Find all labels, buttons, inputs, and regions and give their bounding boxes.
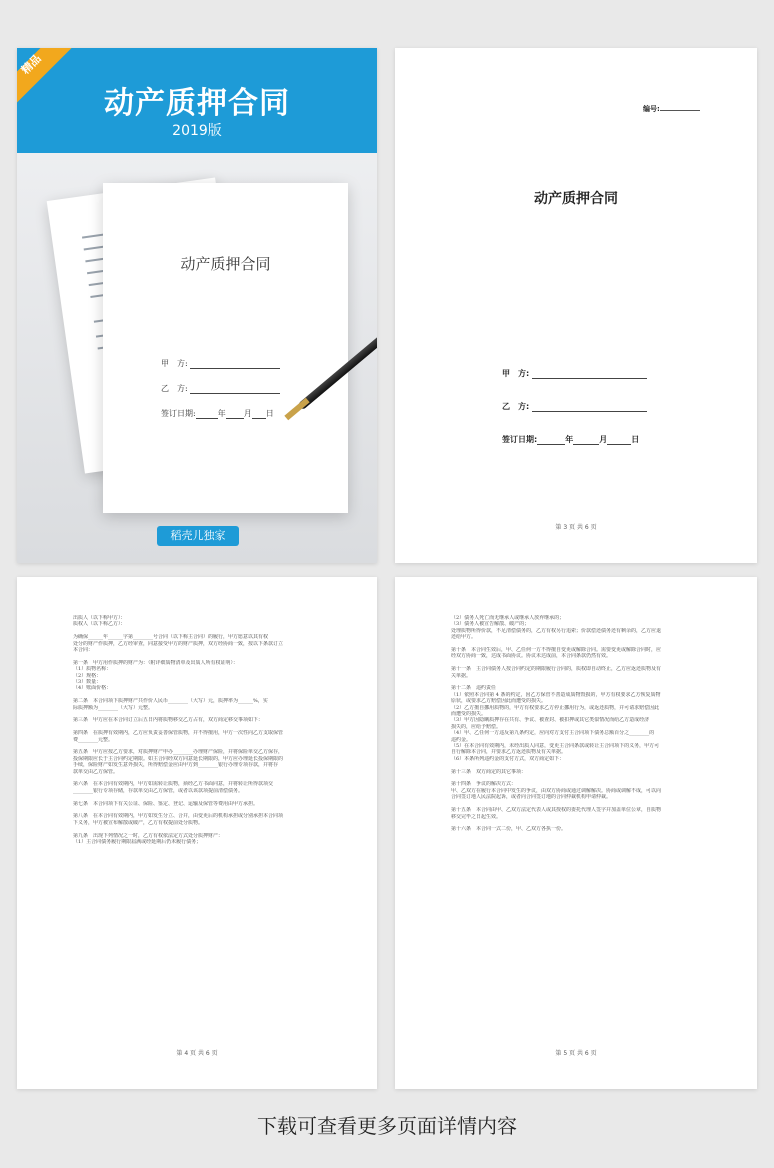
body-line: 款单交由乙方保管。 [73,768,119,775]
body-line: 还给甲方。 [451,634,477,641]
body-line: 第十四条 争议的解决方式： [451,781,517,788]
body-line: 手续，保险财产如发生意外损失，所得赔偿金应由甲方到________银行办理专项存款，并将存 [73,762,279,769]
body-line: 第九条 出现下列情况之一时，乙方有权依法定方式处分质押财产： [73,832,224,839]
body-line: （6）本条所列违约金的支付方式，双方商定如下： [451,755,565,762]
body-line: 费________元整。 [73,736,114,743]
body-line: 第五条 甲方应按乙方要求，对质押财产申办________办理财产保险，并将保险单交乙方保存， [73,749,284,756]
cover-title: 动产质押合同 [104,86,290,121]
body-line: 为确保______年______字第________号合同（以下称主合同）的履行，甲方愿意以其有权 [73,634,269,641]
body-line: 第三条 甲方应在本合同订立后五日内将质物移交乙方占有，双方商定移交事项如下： [73,717,264,724]
body-line: （4）账面价格： [73,685,112,692]
body-line: 第十二条 违约责任 [451,685,497,692]
body-line: 处分的财产作质押，乙方经审查，同意接受甲方的财产质押，双方经协商一致，按以下条款订立 [73,640,284,647]
cover-sheet-title: 动产质押合同 [180,255,271,273]
body-line: （1）质物名称： [73,666,112,673]
page-number: 第 4 页 共 6 页 [176,1050,218,1057]
exclusive-tag: 稻壳儿独家 [157,526,239,546]
body-line: 出质人（以下称甲方）： [73,615,126,621]
page-5-thumbnail[interactable] [395,577,757,1089]
body-line: ________银行专项存储，存款单交由乙方保管，或者以该款项提前清偿债务。 [73,787,244,794]
cover-year: 2019版 [172,123,222,139]
page-4-thumbnail[interactable] [17,577,377,1089]
body-line: （3）数量： [73,679,102,686]
body-line: 损失的，应给予赔偿。 [451,723,502,730]
contract-number-field: 编号: [643,104,700,114]
download-caption: 下载可查看更多页面详情内容 [257,1114,517,1138]
body-line: （2）规格： [73,672,102,679]
body-line: 合同签订地人民法院起诉，或者向合同签订地的合同仲裁机构申请仲裁。 [451,794,612,801]
body-line: 第十五条 本合同由甲、乙双方法定代表人或其授权的委托代理人签字并加盖单位公章，自质物 [451,807,662,814]
cover-sheet-date: 签订日期: 年 月 日 [161,409,274,418]
sign-date-line: 签订日期: 年 月 日 [502,435,640,444]
body-line: 原状，或要求乙方赔偿因此而遭受的损失。 [451,698,547,705]
body-line: 经双方协商一致，达成书面协议。协议未达成前，本合同条款仍然有效。 [451,653,612,660]
body-line: 本合同： [73,647,94,654]
body-line: 第六条 在本合同有效期内，甲方如需转让质物，须经乙方书面同意，并将转让所得款项交 [73,781,274,788]
premium-ribbon-label: 精品 [18,51,44,77]
body-line: 处理质物所得价款，不足清偿债务的，乙方有权另行追索；价款偿还债务还有剩余的，乙方应退 [451,627,662,634]
body-line: 第十三条 双方商定的其它事项： [451,768,527,775]
body-line: 违约金。 [451,736,472,743]
cover-sheet-party-a: 甲 方: [161,358,280,369]
cover-sheet-party-b: 乙 方: [161,383,280,394]
body-line: 质权人（以下称乙方）： [73,621,126,628]
body-line: 第十一条 主合同债务人按合同约定的期限履行合同的，质权即自动终止，乙方应返还质物及有 [451,666,662,673]
party-a-line: 甲 方: [502,368,647,379]
party-b-line: 乙 方: [502,401,647,412]
body-line: 际质押额为________（大写）元整。 [73,704,154,711]
body-line: （5）在本合同有效期内，未经出质人同意，变更主合同条款或转让主合同项下的义务，甲方可 [451,743,660,750]
contract-title: 动产质押合同 [534,191,618,207]
body-line: 移交完毕之日起生效。 [451,813,502,820]
body-line: 第八条 在本合同有效期内，甲方如发生分立、合并，由变更后的机构承担或分别承担本合同项 [73,813,284,820]
body-line: 第十六条 本合同一式二份，甲、乙双方各执一份。 [451,826,567,833]
body-line: 而遭受的损失。 [451,711,487,718]
body-line: 第一条 甲方用作质押的财产为：（附详细质物清单及出质人所有权证明）： [73,659,239,666]
body-line: （3）甲方因隐瞒质押存在共有、争议、被查封、被扣押或其它类似情况而给乙方造成经济 [451,717,650,724]
cover-thumbnail[interactable] [17,48,377,563]
page-number: 第 5 页 共 6 页 [555,1050,597,1057]
page-4-body [73,615,323,845]
body-line: 下义务，甲方被宣布解散或破产，乙方有权提前处分质物。 [73,819,204,826]
body-line: （1）主合同债务履行期限届满或经延期后仍未履行债务； [73,839,202,846]
body-line: （2）债务人死亡而无继承人或继承人放弃继承的； [451,615,565,621]
body-line: 投保期限应长于主合同约定期限。如主合同经双方同意延长期限的，甲方应办理延长投保期限的 [73,755,284,762]
cover-header-band [17,48,377,153]
body-line: 关单据。 [451,672,472,679]
body-line: （2）乙方擅自挪用质物的，甲方有权要求乙方停止挪用行为，或返还质物，并可请求赔偿因此 [451,704,660,711]
page-number: 第 3 页 共 6 页 [555,524,597,531]
body-line: 第四条 在质押有效期内，乙方应负责妥善保管质物，并不得擅用，甲方一次性向乙方支取保管 [73,730,284,737]
body-line: 第七条 本合同项下有关公证、保险、鉴定、登记、运输及保管等费用由甲方承担。 [73,800,259,807]
body-line: （4）甲、乙任何一方违反第九条约定，应向对方支付主合同项下债务总额百分之________的 [451,730,655,737]
body-line: （1）依照本合同第 4 条的约定，因乙方保管不善造成质物毁损的，甲方有权要求乙方恢复质物 [451,691,661,698]
body-line: （3）债务人被宣告解散、破产的； [451,621,530,628]
body-line: 甲、乙双方在履行本合同中发生的争议，由双方协商或通过调解解决。协商或调解不成，可以向 [451,787,662,794]
body-line: 自行解除本合同，并要求乙方返还质物及有关单据。 [451,749,567,756]
page-5-body [451,615,701,833]
cover-front-sheet [103,183,348,513]
page-3-thumbnail[interactable] [395,48,757,563]
body-line: 第十条 本合同生效后，甲、乙任何一方不得擅自变更或解除合同。需要变更或解除合同时，应 [451,647,662,654]
body-line: 第二条 本合同项下质押财产共作价人民币________（大写）元，质押率为______%，实 [73,698,268,705]
